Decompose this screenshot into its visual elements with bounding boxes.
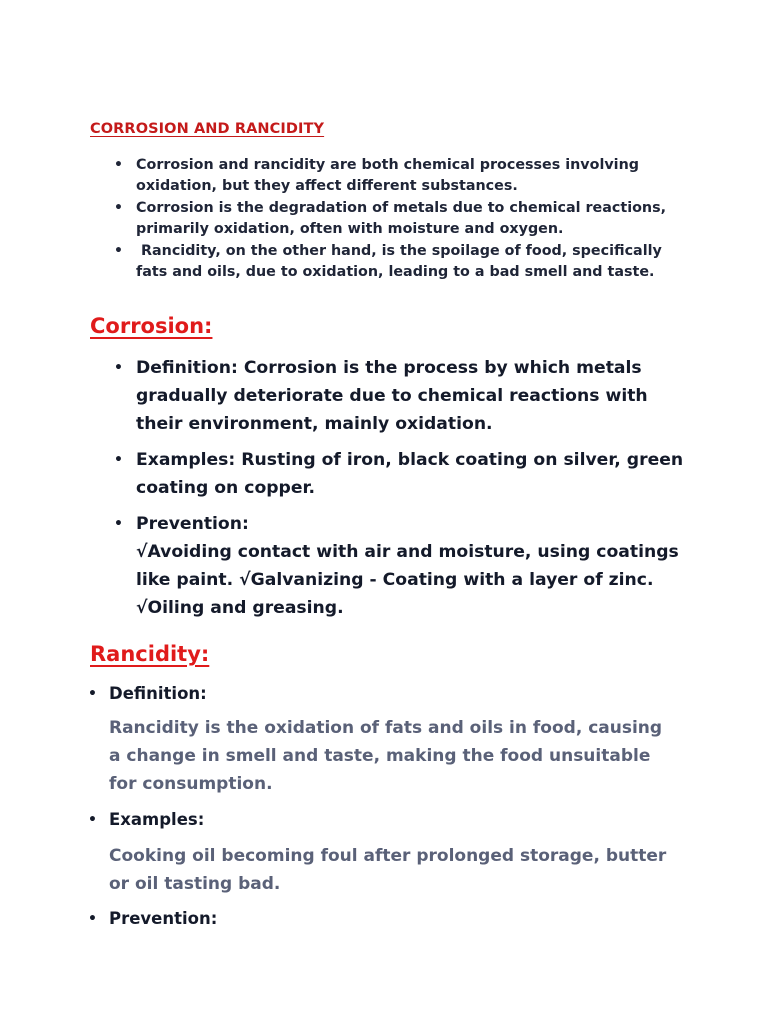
bullet-icon: •: [114, 200, 123, 216]
rancidity-examples-text: Cooking oil becoming foul after prolonged storage, butter or oil tasting bad.: [109, 846, 667, 894]
bullet-icon: •: [88, 812, 97, 828]
corrosion-list: [114, 354, 694, 630]
list-item: [114, 155, 674, 197]
bullet-icon: •: [88, 686, 97, 702]
corrosion-examples-text: Rusting of iron, black coating on silver, green coating on copper.: [136, 450, 684, 498]
rancidity-examples-block: [88, 808, 698, 832]
rancidity-definition-text: Rancidity is the oxidation of fats and oils in food, causing a change in smell and taste, making the food unsuitable for consumption.: [109, 718, 663, 794]
rancidity-examples-desc-block: [88, 842, 698, 898]
bullet-icon: •: [114, 360, 123, 376]
intro-bullet-list: [114, 155, 674, 284]
intro-title: CORROSION AND RANCIDITY: [90, 121, 325, 137]
rancidity-definition-label: Definition:: [109, 684, 207, 703]
intro-bullet-text: Corrosion is the degradation of metals due to chemical reactions, primarily oxidation, often with moisture and oxygen.: [136, 200, 667, 237]
rancidity-prevention-label: Prevention:: [109, 909, 218, 928]
corrosion-definition-text: Corrosion is the process by which metals gradually deteriorate due to chemical reactions with their environment, mainly oxidation.: [136, 358, 648, 434]
bullet-icon: •: [114, 516, 123, 532]
rancidity-examples-label: Examples:: [109, 810, 205, 829]
list-item: [114, 446, 694, 502]
bullet-icon: •: [114, 452, 123, 468]
corrosion-heading: Corrosion:: [90, 314, 213, 338]
list-item: [88, 808, 698, 832]
rancidity-definition-desc-block: [88, 714, 698, 798]
list-item: [88, 907, 698, 931]
list-item: [114, 241, 674, 283]
list-item: [114, 354, 694, 438]
rancidity-prevention-block: [88, 907, 698, 931]
list-item: [114, 510, 694, 622]
corrosion-examples-label: Examples:: [136, 450, 236, 470]
rancidity-definition-block: [88, 682, 698, 706]
corrosion-prevention-text: √Avoiding contact with air and moisture, using coatings like paint. √Galvanizing - Coating with a layer of zinc. √Oiling and greasing.: [136, 542, 679, 618]
rancidity-heading: Rancidity:: [90, 642, 210, 666]
bullet-icon: •: [114, 157, 123, 173]
corrosion-prevention-label: Prevention:: [136, 514, 249, 534]
intro-bullet-text: Rancidity, on the other hand, is the spoilage of food, specifically fats and oils, due to oxidation, leading to a bad smell and taste.: [136, 243, 667, 280]
bullet-icon: •: [88, 911, 97, 927]
list-item: [114, 198, 674, 240]
list-item: [88, 682, 698, 706]
bullet-icon: •: [114, 243, 123, 259]
corrosion-definition-label: Definition:: [136, 358, 238, 378]
intro-bullet-text: Corrosion and rancidity are both chemical processes involving oxidation, but they affect different substances.: [136, 157, 639, 194]
